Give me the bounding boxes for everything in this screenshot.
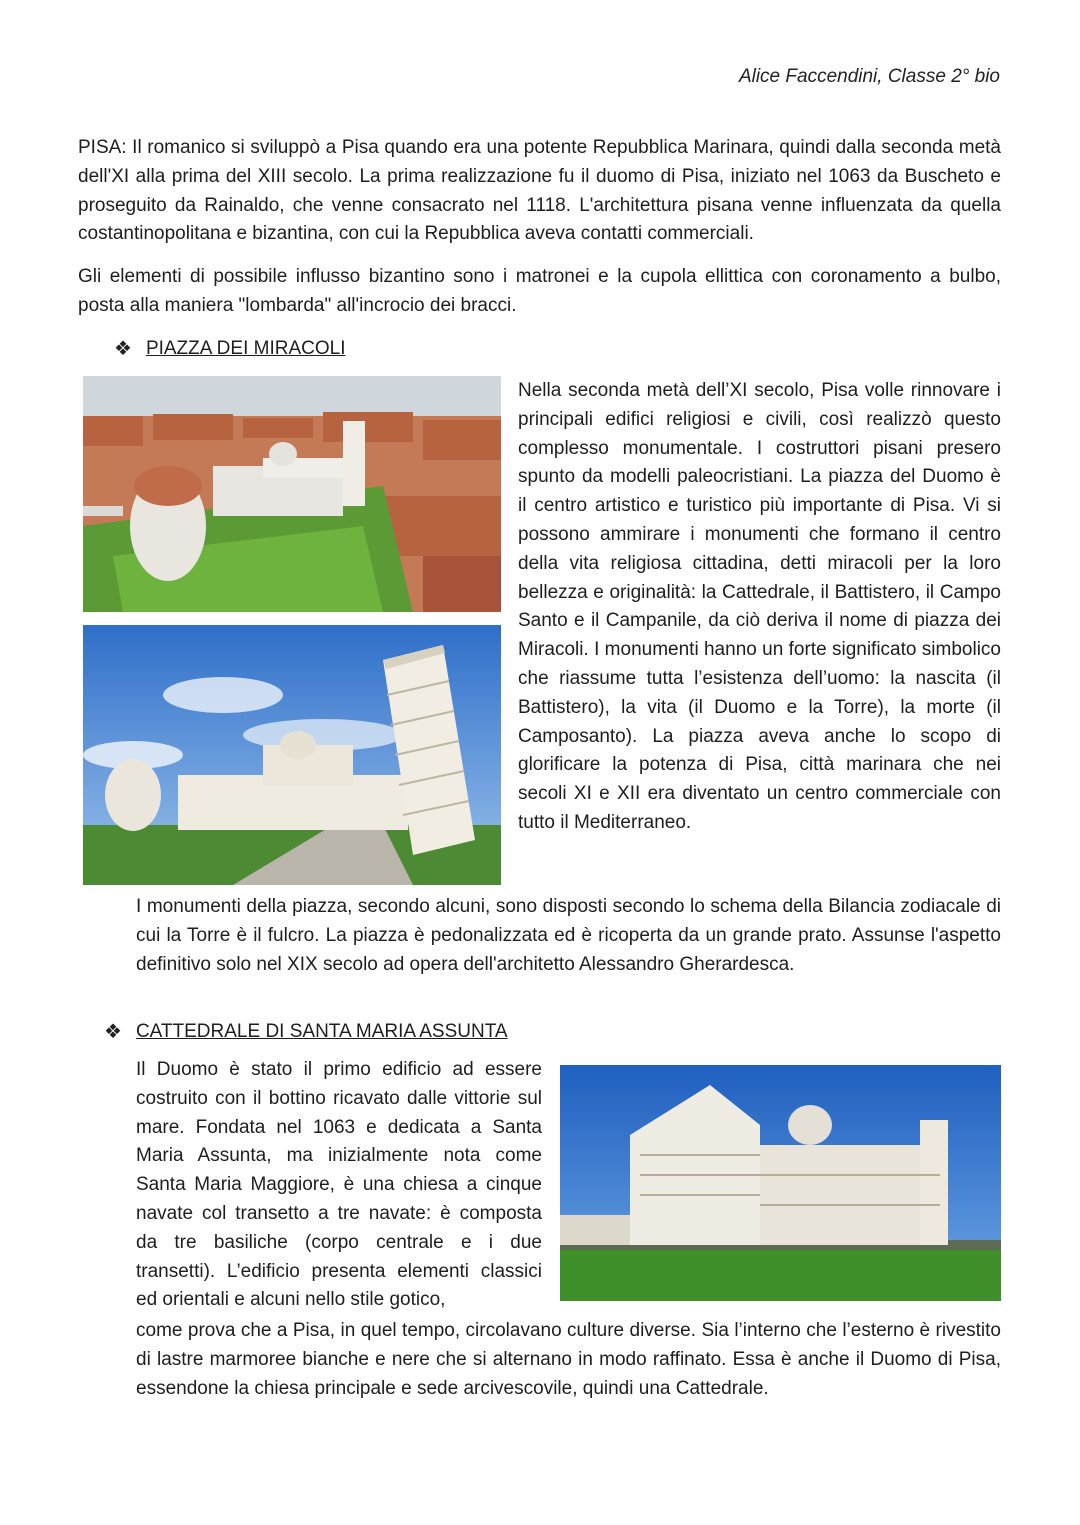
piazza-tower-photo — [83, 625, 501, 885]
section-title-cattedrale: CATTEDRALE DI SANTA MARIA ASSUNTA — [135, 1020, 508, 1042]
cattedrale-description: Il Duomo è stato il primo edificio ad essere costruito con il bottino ricavato dalle vittorie sul mare. Fondata nel 1063 e dedicata a Santa Maria Assunta, ma inizialmente nota come Santa Maria Maggiore, è una chiesa a cinque navate col transetto a tre navate: è composta da tre basiliche (corpo centrale e i due transetti). L’edificio presenta elementi classici ed orientali e alcuni nello stile gotico, — [136, 1059, 542, 1311]
cattedrale-photo — [560, 1065, 1001, 1301]
section-heading-piazza — [114, 336, 345, 361]
author-name: Alice Faccendini, Classe 2° bio — [738, 66, 1000, 87]
cattedrale-continuation: come prova che a Pisa, in quel tempo, circolavano culture diverse. Sia l’interno che l’esterno è rivestito di lastre marmoree bianche e nere che si alternano in modo raffinato. Essa è anche il Duomo di Pisa, essendone la chiesa principale e sede arcivescovile, quindi una Cattedrale. — [136, 1320, 1001, 1399]
diamond-bullet-icon: ❖ — [104, 1021, 122, 1043]
piazza-continuation: I monumenti della piazza, secondo alcuni, sono disposti secondo lo schema della Bilancia zodiacale di cui la Torre è il fulcro. La piazza è pedonalizzata ed è ricoperta da un grande prato. Assunse l'aspetto definitivo solo nel XIX secolo ad opera dell'architetto Alessandro Gherardesca. — [136, 896, 1001, 975]
intro-paragraph-1: PISA: Il romanico si sviluppò a Pisa quando era una potente Repubblica Marinara, quindi dalla seconda metà dell'XI alla prima del XIII secolo. La prima realizzazione fu il duomo di Pisa, iniziato nel 1063 da Buscheto e proseguito da Rainaldo, che venne consacrato nel 1118. L'architettura pisana venne influenzata da quella costantinopolitana e bizantina, con cui la Repubblica aveva contatti commerciali. — [78, 137, 1001, 245]
section-title-piazza: PIAZZA DEI MIRACOLI — [145, 337, 346, 359]
section-heading-cattedrale — [104, 1019, 508, 1044]
diamond-bullet-icon: ❖ — [114, 338, 132, 360]
piazza-aerial-photo — [83, 376, 501, 612]
intro-paragraph-2: Gli elementi di possibile influsso bizantino sono i matronei e la cupola ellittica con coronamento a bulbo, posta alla maniera "lombarda" all'incrocio dei bracci. — [78, 266, 1001, 316]
piazza-description: Nella seconda metà dell’XI secolo, Pisa volle rinnovare i principali edifici religiosi e civili, così realizzò questo complesso monumentale. I costruttori pisani presero spunto da modelli paleocristiani. La piazza del Duomo è il centro artistico e turistico più importante di Pisa. Vi si possono ammirare i monumenti che formano il centro della vita religiosa cittadina, detti miracoli per la loro bellezza e originalità: la Cattedrale, il Battistero, il Campo Santo e il Campanile, da ciò deriva il nome di piazza dei Miracoli. I monumenti hanno un forte significato simbolico che riassume tutta l’esistenza dell’uomo: la nascita (il Battistero), la vita (il Duomo e la Torre), la morte (il Camposanto). La piazza aveva anche lo scopo di glorificare la potenza di Pisa, città marinara che nei secoli XI e XII era diventato un centro commerciale con tutto il Mediterraneo. — [518, 380, 1001, 833]
